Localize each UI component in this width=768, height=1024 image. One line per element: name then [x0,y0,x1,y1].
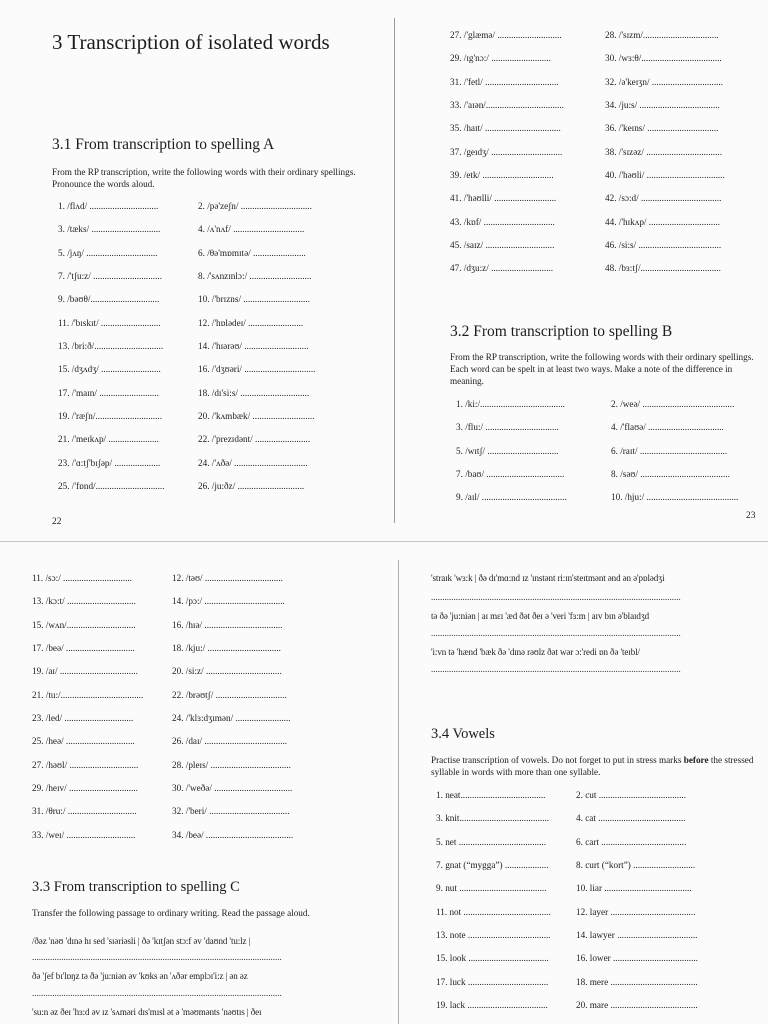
exercise-row [450,123,760,146]
exercise-row [32,783,362,806]
exercise-list-3-1 [58,201,378,504]
exercise-item: 17. luck ................................... [436,976,549,987]
exercise-row [450,217,760,240]
exercise-item: 37. /geɪdʒ/ ............................... [450,146,563,157]
exercise-list-3-4 [436,790,756,1023]
exercise-item: 21. /tu:/.................................... [32,689,144,700]
exercise-item: 2. cut ...................................... [576,790,686,800]
exercise-row [58,458,378,481]
exercise-row [58,201,378,224]
exercise-item: 5. net ...................................... [436,836,546,847]
exercise-item: 19. /'ræʃn/............................. [58,411,162,422]
exercise-item: 19. /aɪ/ .................................. [32,666,138,677]
exercise-row [58,294,378,317]
exercise-item: 9. nut ...................................... [436,883,547,894]
exercise-item: 7. /baʊ/ .................................. [456,469,565,480]
exercise-item: 7. gnat (“mygga”) ................... [436,860,549,871]
exercise-item: 18. /dɪ'si:s/ .............................. [198,387,310,398]
exercise-item: 22. /'prezɪdənt/ ........................ [198,434,311,445]
exercise-item: 18. /kju:/ ................................ [172,643,281,654]
exercise-item: 34. /beə/ ...................................... [172,829,294,840]
section-title-3-3: 3.3 From transcription to spelling C [32,879,240,895]
exercise-row [32,760,362,783]
exercise-row [32,690,362,713]
exercise-item: 40. /'həʊli/ .................................. [605,170,725,181]
exercise-row [58,341,378,364]
writing-line: ............................................................................................................... [431,592,681,602]
exercise-item: 22. /brəʊtʃ/ ............................... [172,689,287,700]
exercise-item: 6. /θə'mɒmɪtə/ ....................... [198,247,306,258]
exercise-item: 11. /sɔ:/ .............................. [32,573,132,583]
exercise-item: 25. /heə/ .............................. [32,736,135,747]
exercise-item: 4. /'flaʊə/ ................................. [611,422,724,433]
exercise-item: 19. lack ................................... [436,1000,548,1011]
page-22 [0,0,394,540]
exercise-item: 1. /flʌd/ .............................. [58,201,159,211]
writing-line: ............................................................................................................... [32,988,282,998]
exercise-row [450,53,760,76]
exercise-item: 39. /etk/ ............................... [450,170,554,181]
exercise-list-3-1-cont [450,30,760,287]
exercise-item: 25. /'fɒnd/.............................. [58,481,165,492]
chapter-title: 3 Transcription of isolated words [52,30,330,54]
exercise-row [450,30,760,53]
writing-line: ............................................................................................................... [431,628,681,638]
passage-line: 'straɪk 'wɜ:k | ðə dɪ'mɑ:nd ɪz 'ɪnstənt ri:ɪn'steɪtmənt ənd ən ə'pɒlədʒi [431,573,665,583]
exercise-row [436,813,756,836]
exercise-item: 14. lawyer ................................... [576,930,698,941]
exercise-item: 31. /'fetl/ ................................ [450,76,559,87]
exercise-item: 24. /'klɜ:dʒɪmən/ ........................ [172,713,291,724]
exercise-row [58,248,378,271]
exercise-row [58,411,378,434]
exercise-item: 15. /wʌn/.............................. [32,619,136,630]
exercise-item: 26. /daɪ/ .................................... [172,736,288,747]
page-number: 23 [746,511,756,521]
passage-line: tə ðə 'ju:niən | aɪ mɛɪ 'æd ðət ðeɪ ə 'veri 'fɜ:m | aɪv bɪn ə'blaɪdʒd [431,611,650,621]
exercise-item: 33. /weɪ/ .............................. [32,829,136,840]
exercise-item: 8. /'sʌnzɪnlɔ:/ ........................... [198,271,312,282]
passage-line: 'su:n əz ðeɪ 'hɜ:d əv ɪz 'sʌməri dɪs'mɪsl ət ə 'məʊmənts 'nəʊtɪs | ðeɪ [32,1007,262,1017]
exercise-item: 14. /pɔ:/ ................................... [172,596,285,607]
exercise-item: 38. /'sɪzəz/ ................................. [605,146,722,157]
exercise-item: 29. /heɪv/ .............................. [32,783,138,794]
exercise-list-3-1-cont2 [32,573,362,853]
exercise-item: 2. /weə/ ........................................ [611,399,735,409]
exercise-item: 31. /θru:/ .............................. [32,806,137,817]
exercise-row [456,422,756,445]
exercise-row [32,830,362,853]
exercise-item: 14. /'hɪərəʊ/ ............................ [198,341,309,352]
writing-line: ............................................................................................................... [32,952,282,962]
exercise-row [436,860,756,883]
exercise-item: 8. curt (“kort”) ........................... [576,860,696,871]
page-lower-left [0,540,394,1024]
exercise-item: 20. /si:z/ ................................. [172,666,282,677]
exercise-row [58,481,378,504]
exercise-item: 18. mere ...................................... [576,976,698,987]
exercise-row [32,806,362,829]
exercise-row [450,193,760,216]
exercise-item: 34. /ju:s/ ................................... [605,100,720,111]
exercise-item: 16. /'dʒʊəri/ ............................... [198,364,316,375]
exercise-item: 7. /'tʃu:z/ .............................. [58,271,162,282]
exercise-item: 6. /raɪt/ ...................................... [611,445,728,456]
exercise-item: 26. /ju:ðz/ ............................. [198,481,305,492]
exercise-row [58,271,378,294]
exercise-item: 46. /si:s/ .................................... [605,240,722,251]
exercise-item: 41. /'həʊlli/ ........................... [450,193,557,204]
page-23 [394,0,768,540]
section-title-3-2: 3.2 From transcription to spelling B [450,323,673,340]
exercise-item: 29. /ɪg'nɔ:/ .......................... [450,53,551,64]
exercise-row [58,434,378,457]
exercise-row [436,1000,756,1023]
exercise-item: 16. lower ..................................... [576,953,698,964]
exercise-item: 11. /'bɪskɪt/ .......................... [58,317,161,328]
exercise-item: 2. /pə'zeʃn/ ............................... [198,201,312,211]
exercise-item: 10. liar ...................................... [576,883,692,894]
exercise-item: 48. /bɜ:tʃ/................................... [605,263,721,274]
exercise-item: 10. /'brɪzns/ ............................. [198,294,310,305]
exercise-row [58,364,378,387]
writing-line: ............................................................................................................... [431,664,681,674]
exercise-item: 36. /'keɪns/ ............................... [605,123,719,134]
exercise-item: 45. /saɪz/ .............................. [450,240,555,251]
exercise-row [32,643,362,666]
exercise-item: 5. /wɪtʃ/ ............................... [456,445,559,456]
passage-line: ðə 'ʃef bɪ'lɒŋz tə ðə 'ju:niən əv 'kʊks ən 'ʌðər emplɔɪ'i:z | ən əz [32,971,248,981]
exercise-item: 1. neat..................................... [436,790,546,800]
exercise-row [436,953,756,976]
exercise-item: 13. /bri:ð/.............................. [58,341,164,352]
exercise-row [456,469,756,492]
instructions-3-2: From the RP transcription, write the following words with their ordinary spellings. Each word can be spelt in at least two ways. Make a note of the difference in meaning. [450,352,754,386]
exercise-row [436,930,756,953]
section-title-3-1: 3.1 From transcription to spelling A [52,136,275,153]
exercise-item: 32. /ə'keɪʒn/ ............................... [605,76,724,87]
exercise-item: 10. /hju:/ ........................................ [611,492,739,503]
exercise-row [436,790,756,813]
exercise-item: 3. /flu:/ ................................ [456,422,559,433]
exercise-item: 33. /'aɪən/.................................. [450,100,564,111]
exercise-item: 43. /kɒf/ ............................... [450,216,555,227]
exercise-item: 4. cat ...................................... [576,813,686,824]
exercise-item: 13. /kɔ:t/ .............................. [32,596,136,607]
exercise-item: 4. /ʌ'nʌf/ ............................... [198,224,305,235]
section-title-3-4: 3.4 Vowels [431,726,495,742]
exercise-item: 13. note .................................... [436,930,551,941]
exercise-row [450,263,760,286]
exercise-item: 16. /hɪə/ .................................. [172,619,283,630]
exercise-item: 44. /'hɪkʌp/ ............................... [605,216,720,227]
exercise-item: 3. /tæks/ .............................. [58,224,161,235]
exercise-row [58,318,378,341]
exercise-list-3-2 [456,399,756,516]
exercise-row [456,399,756,422]
exercise-row [450,147,760,170]
exercise-item: 15. look ................................... [436,953,549,964]
exercise-item: 8. /səʊ/ ....................................... [611,469,730,480]
exercise-row [436,883,756,906]
exercise-item: 9. /aɪl/ ..................................... [456,492,567,503]
exercise-row [32,620,362,643]
exercise-row [450,77,760,100]
instructions-text: Practise transcription of vowels. Do not forget to put in stress marks [431,755,684,765]
exercise-item: 23. /'ɑ:tʃ'bɪʃəp/ .................... [58,457,161,468]
exercise-item: 20. mare ...................................... [576,1000,698,1011]
exercise-row [436,977,756,1000]
exercise-row [32,596,362,619]
exercise-row [32,736,362,759]
exercise-row [58,224,378,247]
exercise-row [58,388,378,411]
exercise-item: 30. /wɜ:θ/................................... [605,53,722,64]
exercise-row [450,100,760,123]
exercise-row [436,837,756,860]
exercise-item: 27. /həʊl/ .............................. [32,759,139,770]
page-number: 22 [52,517,62,527]
exercise-item: 3. knit....................................... [436,813,550,824]
instructions-emphasis: before [683,755,709,765]
exercise-item: 47. /dʒu:z/ ........................... [450,263,554,274]
exercise-row [32,573,362,596]
exercise-item: 42. /sɔ:d/ ................................... [605,193,722,204]
exercise-row [450,170,760,193]
exercise-item: 28. /pleɪs/ ................................... [172,759,291,770]
exercise-row [450,240,760,263]
instructions-3-4 [431,754,761,778]
exercise-item: 6. cart ..................................... [576,836,687,847]
exercise-item: 1. /ki:/..................................... [456,399,565,409]
exercise-row [436,907,756,930]
exercise-item: 15. /dʒʌdʒ/ .......................... [58,364,161,375]
exercise-item: 32. /'beri/ ................................... [172,806,290,817]
exercise-item: 5. /jʌŋ/ ............................... [58,247,158,258]
exercise-item: 24. /'ʌðə/ ................................ [198,457,308,468]
exercise-item: 21. /'meɪkʌp/ ...................... [58,434,159,445]
exercise-item: 9. /bəʊθ/.............................. [58,294,160,305]
exercise-row [32,666,362,689]
exercise-item: 17. /beə/ .............................. [32,643,135,654]
instructions-3-3: Transfer the following passage to ordinary writing. Read the passage aloud. [32,908,310,918]
passage-line: /ðəz 'nəʊ 'dɪnə hɪ sed 'sɪəriəsli | ðə 'kɪtʃən stɔ:f əv 'daʊnd 'tu:lz | [32,936,251,946]
exercise-item: 11. not ...................................... [436,906,551,917]
exercise-item: 27. /'glæmə/ ............................ [450,30,562,40]
exercise-item: 12. layer ..................................... [576,906,696,917]
passage-line: 'i:vn tə 'hænd 'bæk ðə 'dɪnə rəʊlz ðət wər ɔ:'redi ɒn ðə 'teɪbl/ [431,647,640,657]
exercise-item: 28. /'sɪzm/................................. [605,30,719,40]
exercise-item: 17. /'maɪn/ .......................... [58,387,159,398]
exercise-item: 20. /'kʌmbæk/ ........................... [198,411,315,422]
exercise-row [456,446,756,469]
exercise-item: 35. /haɪt/ ................................. [450,123,561,134]
exercise-row [32,713,362,736]
exercise-item: 30. /'weðə/ .................................. [172,783,293,794]
instructions-3-1: From the RP transcription, write the following words with their ordinary spellings. Pronounce the words aloud. [52,167,356,189]
exercise-item: 12. /təʊ/ .................................. [172,573,283,583]
exercise-row [456,492,756,515]
exercise-item: 12. /'hɒlədeɪ/ ........................ [198,317,304,328]
exercise-item: 23. /led/ .............................. [32,713,134,724]
page-lower-right [394,540,768,1024]
instructions-text: the stressed syllable in words with more than one syllable. [431,755,754,777]
